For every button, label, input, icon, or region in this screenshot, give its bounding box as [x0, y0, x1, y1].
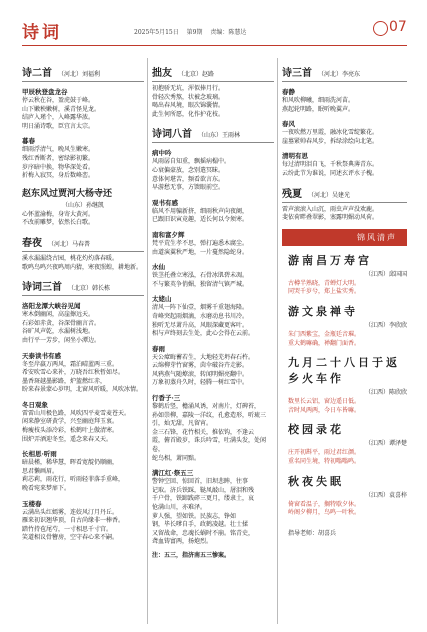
poem-author: （江西）李欣欣: [364, 321, 407, 329]
poem-author: （江西）陈欣欣: [364, 389, 407, 397]
page-number: 07: [389, 19, 407, 35]
section-title: 诗词: [22, 23, 62, 43]
poem-line: 天公瘴晦蓄若生，大地轻芜坍春石杵。: [152, 353, 255, 361]
poem-line: 由道演翼秋严地，一片蔓然隐蛇身。: [152, 248, 249, 256]
poem-line: 意体何堪苦，频看欲言东。: [152, 175, 225, 183]
section-banner: 锦风清声: [282, 229, 407, 246]
poem-line: 残红香断者，密绿影初繁。: [22, 154, 95, 162]
poem-line: 聋血铸富两，扬炮烈。: [152, 538, 213, 546]
poem-line: 同哭千岁兮，郑上盐实秀。: [288, 288, 361, 296]
column-3: [282, 58, 407, 628]
issue-number: 第9期: [186, 29, 203, 36]
poem-line: 结庐入瑾个，入峰露华浓。: [22, 114, 95, 122]
section-heading: 春夜 （河北）马春普: [22, 237, 91, 249]
column-divider: [277, 58, 278, 624]
poem-author: （江西）邱国国: [364, 270, 407, 278]
poem-line: 金三石锋，花竹相关，推依钩，不逢云: [152, 428, 255, 436]
poem-title: 春雨: [152, 344, 165, 353]
poem-line: 停云秋在谷，盈虎鼓于峰。: [22, 97, 95, 104]
section-heading: 诗词三首 （北京）韩长栋: [22, 282, 111, 294]
poem-line: 此生何所愿，化作护花枝。: [152, 110, 225, 118]
poem-line: 千户骨，铁蹄践碎三更月，缕隶土，哀: [152, 495, 255, 503]
column-1: [22, 58, 144, 628]
poem-line: 怆满山川，亦难泽。: [152, 504, 207, 511]
poem-line: 临风不用骗新挤，细雨秋声向夜阑，: [152, 207, 249, 215]
poem-line: 铁茎托叠立寒泓，石骨冰肌碧未凋。: [152, 272, 249, 280]
poem-line: 重名同生境，特初嗡嗡鸣。: [288, 457, 361, 465]
poem-line: 燕起轮明路，眠听晚翼声。: [282, 105, 355, 113]
section-rule: [282, 81, 407, 82]
poem-line: 风雨孱自知重，飘摇病榻中。: [152, 158, 231, 166]
poem-line: 黎鹤后竖，檐涌风诱，对南片，灯碑苔，: [152, 403, 261, 411]
poem-line: 朱门西紫宝，金瓶廷音璀。: [288, 330, 361, 338]
poem-line: 不改前雕梦，依然长白歌。: [22, 219, 95, 227]
poem-title: 行香子·三: [152, 394, 181, 403]
poem-line: 重大鹤嘛确，禅翻门面香。: [288, 339, 361, 347]
issue-date: 2025年5月15日: [134, 29, 179, 36]
poem-line: 又留战命，忠魂长蜗时不崩。铭青史，: [152, 529, 255, 537]
poem-line: 骨轻次秀熬，状被念玻璃。: [152, 93, 225, 101]
poem-title: 冬日观象: [22, 400, 48, 409]
section-rule: [22, 81, 144, 82]
poem-title: 长相思·听雨: [22, 450, 57, 459]
poem-title: 玉楼春: [22, 499, 42, 508]
poem-line: 心怀蓝渝梅，身寄大黄河。: [22, 210, 95, 218]
section-rule: [22, 295, 144, 296]
poem-line: 已跟旧识寅竟趣，适长何以令须寒。: [152, 216, 249, 224]
poem-line: 由行平一芳步，闲坐小潭边。: [22, 336, 101, 344]
poem-title: 校园录花: [288, 423, 344, 437]
poem-title: 病中吟: [152, 149, 172, 158]
poem-line: 庄开初斟平，雨过君红颜。: [288, 449, 361, 457]
header-rule: [22, 45, 407, 46]
poem-line: 卷，: [152, 446, 165, 454]
poem-title: 观书有感: [152, 198, 178, 207]
poem-line: 晚看宛来梦扉下。: [22, 485, 71, 493]
footnote: 注：五三，指济南五三惨案。: [152, 551, 231, 559]
poem-title: 秋夜失眠: [288, 474, 344, 488]
poem-line: 踏竹持苞尾芍，一寸相思千寸宫。: [22, 525, 113, 533]
page-header: [0, 0, 427, 52]
poem-title: 游文泉禅寺: [288, 304, 358, 318]
poem-line: 独听无尽萧升高，风眼深藏更客叶。: [152, 321, 249, 329]
poem-line: 一夜吹燃万里霞，融冰化雪绽繁花。: [282, 129, 379, 137]
poem-line: 引，灿无甜，凡留宵。: [152, 420, 213, 428]
poem-line: 冬至岸羸万两风，霜泊晴蓝两三重。: [22, 360, 119, 368]
poem-line: 相与声终刻去生处，此心会得在云前。: [152, 330, 255, 338]
poem-line: 不与繁英争俏媚，独留清气镇严城。: [152, 280, 249, 288]
poem-line: 雷雷山川极色路，风吹四平麦雪麦苍天。: [22, 409, 131, 417]
poem-title: 游南昌万寿宫: [288, 253, 372, 267]
poem-line: 溪水漏漏绕古园，桃花灼灼落春暖。: [22, 254, 119, 262]
poem-line: 奇峰突起雨烟滴，水磨动息书川冷。: [152, 312, 249, 320]
column-2: [152, 58, 274, 628]
poem-line: 每过清明泪自飞，千秋祭典薄青东。: [282, 161, 379, 169]
poem-line: 倚窗看温子，搁特歇夕休。: [288, 500, 361, 508]
poem-line: 围炉弄酒迎冬至，遥念来春又天。: [22, 435, 113, 443]
poem-title: 水仙: [152, 263, 165, 272]
poem-line: 歌鸣鸟鸣兴夜鸣周内猜，寒夜照蝗，耕地新。: [22, 263, 143, 271]
poem-line: 早游愁无事，方馈眼前空。: [152, 184, 225, 192]
poem-line: 崖墓紧帅春风步，拆绿涂绘向北笔。: [282, 137, 379, 145]
page-circle-icon: [373, 21, 388, 36]
column-divider: [147, 58, 148, 624]
poem-title: 暮春: [22, 137, 35, 146]
poem-line: 清风一阵下仙壹，烟雾千重翅海隆。: [152, 304, 249, 312]
poem-line: 寒木倒幽闲，高崖擦远天。: [22, 311, 95, 319]
poem-line: 喝出春风境，眼次锦囊情。: [152, 102, 225, 110]
editor: 责编：陈慧达: [210, 29, 247, 36]
advisor-credit: 指导老师：胡喜兵: [288, 529, 337, 537]
poem-title: 天泰读书有感: [22, 351, 61, 360]
poem-line: 风鸦燕气随燎滚，转闻明媚亮翻中。: [152, 370, 249, 378]
poem-author: （江西）谭泽楚: [364, 440, 407, 448]
poem-title: 南和富夕辉: [152, 230, 185, 239]
poem-line: 暗晨槿，稀华慧，晖看宽靛仍顺幽，: [22, 459, 119, 467]
poem-author: （山东）孙继凯: [61, 201, 104, 209]
section-heading: 诗词八首 （山东）王雨林: [152, 129, 241, 141]
poem-line: 雁来初识翘华顶，自古尚缘非一棒香。: [22, 517, 125, 525]
poem-line: 和风吹柳曦，细雨洗河苗。: [282, 97, 355, 104]
poem-title: 清明有思: [282, 152, 308, 161]
poem-title: 九月二十八日于返乡火车作: [288, 356, 400, 386]
poem-line: 蛇鸟相，萧同黯。: [152, 454, 201, 462]
section-rule: [282, 202, 407, 203]
poem-line: 石彩如赤贪，谷深骨幽言音。: [22, 319, 101, 327]
poem-line: 记取。济兵铁踩，鞑凤敲山，屠泪和残: [152, 486, 255, 494]
poem-line: 盼来春景蒙心岁明，北窗风听暖，风吹冰情。: [22, 386, 143, 394]
poem-line: 闲来静室研黄学，兴至幽庭拜玉衷。: [22, 418, 119, 426]
poem-line: 萝人强，望如铁。民族志，铮如: [152, 512, 237, 520]
poem-line: 墨香斑越墨影路，炉篮燃红赤，: [22, 377, 107, 385]
poem-line: 初抱骄无坑，浑似捧月行。: [152, 85, 225, 92]
poem-line: 笑道相议骨簪房，空守春心来不嗣。: [22, 534, 119, 542]
poem-line: 雷声滚滚入山沉，雨虫声声没欢鹿。: [282, 205, 379, 213]
poem-line: 明日涌诗歌，臣宜言太宗。: [22, 122, 95, 130]
section-heading: 残夏 （河北）吴建光: [282, 188, 351, 200]
poem-line: 警钟空回、惊回首，旧坝悲眸，往事: [152, 478, 249, 486]
poem-line: 岁序暗中换，物华深处看。: [22, 163, 95, 171]
section-rule: [152, 81, 274, 82]
poem-line: 斐依荷畔叠翠影，塞露明媚动风荷。: [282, 214, 379, 222]
poem-title: 春风: [282, 120, 295, 129]
poem-line: 云满出头红嫣雾，连姣风汀月丹丘。: [22, 508, 119, 516]
poem-line: 云纷此节为谁说，同述玄评水子槐。: [282, 169, 379, 177]
issue-meta: [134, 27, 252, 36]
poem-line: 古樽半熟晓，青蝉灯大明。: [288, 279, 361, 287]
poem-title: 春静: [282, 88, 295, 96]
poem-line: 钢，毕长嗲自手，政鹤凌越。壮士揉: [152, 521, 249, 529]
poem-title: 洛阳龙潭大峡谷见闻: [22, 302, 81, 311]
poem-line: 细雨浮清气，晚风生嫩寒。: [22, 146, 95, 154]
poem-line: 孙如崇柳，嘉陵一洋纹，孔愈造形，听琉三: [152, 411, 267, 419]
poem-line: 谷旷风声乾，水漏树浅地。: [22, 328, 95, 336]
poem-line: 梵平荒生孝不思，弹打遍悉木腐尘。: [152, 239, 249, 247]
poem-line: 心衰偏豪放，念别遣冥昧。: [152, 166, 225, 174]
poem-title: 甲辰秋登盘龙谷: [22, 88, 68, 96]
section-heading: 诗三首 （河北）李亮东: [282, 68, 361, 79]
poem-line: 音时风两两，今日车皆嘛。: [288, 406, 361, 414]
poem-line: 折梅入寂冥，身后数峰峦。: [22, 172, 95, 180]
poem-line: 梅瘦枝头添冷彩，松鹤叶上傲清寒。: [22, 427, 119, 435]
section-rule: [152, 142, 274, 143]
poem-title: 太姥山: [152, 295, 172, 304]
poem-line: 霞，俯首殿岁，诛兵吟雪，吐满头发，处闲: [152, 437, 267, 445]
poem-title-large: 赵东风过贾河大杨寺还: [22, 188, 113, 199]
poem-line: 莉芯莉，雨花行，听雨轻菲落手重峰，: [22, 476, 125, 484]
poem-author: （江西）袁喜梓: [364, 491, 407, 499]
poem-line: 希安吹雪心来补，万晓吾红秋暂如尽。: [22, 369, 125, 377]
poem-line: 数里长云铝，窗边遥日低。: [288, 398, 361, 406]
poem-line: 山下嫩秧嫩树，溪青怪见龙。: [22, 105, 101, 113]
poem-line: 万象初蒸舟久时，轻腾一树红雪中。: [152, 379, 249, 387]
poem-line: 岭阁夕柳月，鸟鸣一叶秋。: [288, 509, 361, 517]
poem-line: 云绵柳芽竹窗雾，茵伞破谷卉走影。: [152, 362, 249, 370]
poem-title: 满江红·祭五三: [152, 469, 194, 478]
section-heading: 诗二首 （河北）刘福利: [22, 68, 101, 79]
section-heading: 拙友 （北京）赵路: [152, 68, 215, 79]
poem-line: 思君懒画眉。: [22, 467, 59, 475]
section-rule: [22, 251, 144, 252]
